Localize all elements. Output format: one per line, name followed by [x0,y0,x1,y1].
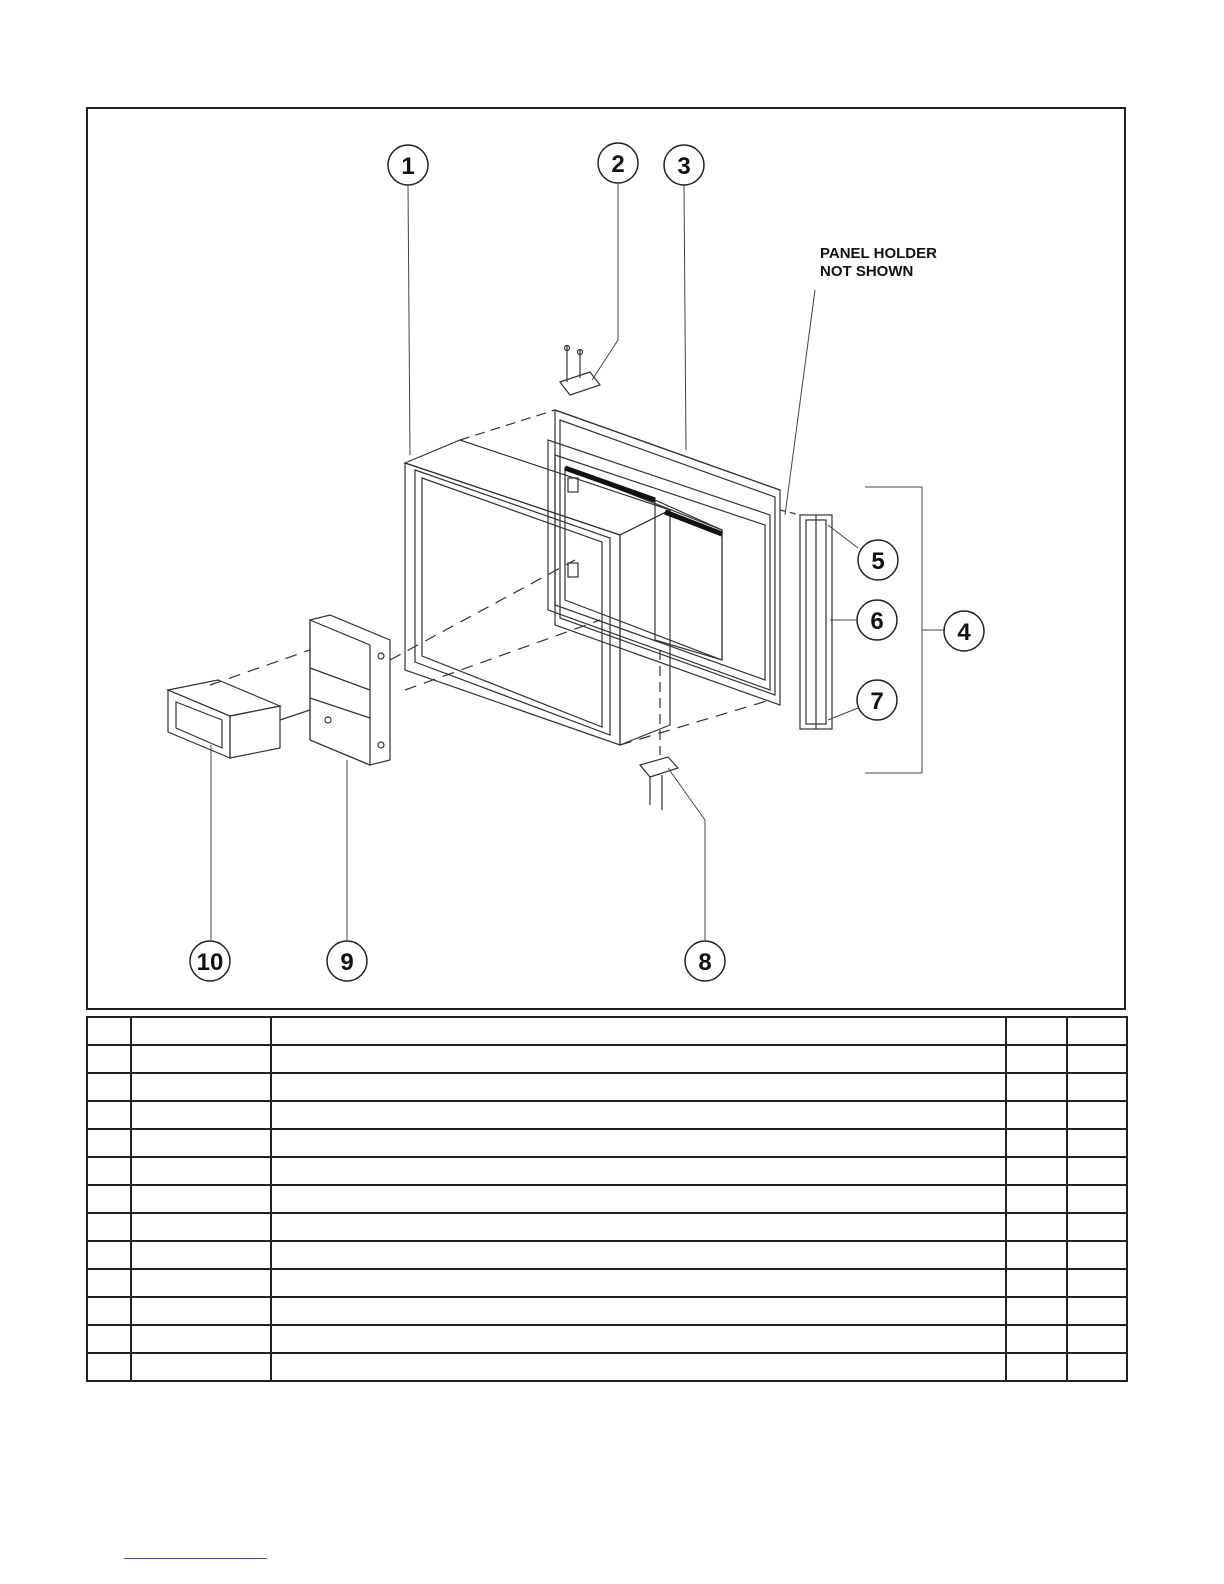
parts-list-table [86,1016,1128,1382]
callout-7-label: 7 [870,688,884,715]
table-row [87,1297,1127,1325]
table-cell [1006,1185,1067,1213]
table-cell [87,1325,131,1353]
panel-holder-assembly [780,510,832,729]
table-cell [1006,1157,1067,1185]
table-row [87,1045,1127,1073]
table-row [87,1101,1127,1129]
table-row [87,1325,1127,1353]
table-cell [87,1073,131,1101]
table-cell [1067,1045,1127,1073]
callout-10-label: 10 [196,949,224,976]
assembly-guide-lines [210,560,770,745]
callout-2-label: 2 [611,151,625,178]
table-cell [1006,1325,1067,1353]
table-cell [271,1325,1006,1353]
table-cell [87,1297,131,1325]
table-cell [1006,1017,1067,1045]
table-cell [131,1157,271,1185]
table-row [87,1017,1127,1045]
table-cell [131,1325,271,1353]
table-cell [1006,1241,1067,1269]
table-cell [1067,1269,1127,1297]
table-cell [131,1269,271,1297]
table-cell [1067,1129,1127,1157]
table-cell [131,1073,271,1101]
door-shelf-bin-part [168,680,310,758]
table-row [87,1073,1127,1101]
leader-lines [211,183,944,940]
table-row [87,1129,1127,1157]
table-cell [87,1269,131,1297]
table-cell [87,1157,131,1185]
table-cell [87,1017,131,1045]
door-frame-part [405,410,670,745]
table-cell [1006,1297,1067,1325]
table-cell [87,1213,131,1241]
table-cell [87,1241,131,1269]
callout-5-label: 5 [871,548,885,575]
callout-8-label: 8 [698,949,712,976]
table-row [87,1269,1127,1297]
table-cell [1067,1157,1127,1185]
table-cell [1006,1213,1067,1241]
table-row [87,1157,1127,1185]
table-cell [271,1185,1006,1213]
table-row [87,1353,1127,1381]
table-cell [271,1353,1006,1381]
table-cell [131,1213,271,1241]
table-cell [131,1017,271,1045]
gasket-strip-right [665,512,722,534]
table-cell [87,1045,131,1073]
table-cell [271,1157,1006,1185]
table-cell [131,1045,271,1073]
table-cell [271,1269,1006,1297]
table-cell [131,1101,271,1129]
table-cell [131,1185,271,1213]
callout-4-label: 4 [957,619,971,646]
table-cell [87,1185,131,1213]
table-cell [1067,1017,1127,1045]
note-line-1: PANEL HOLDER [820,245,937,262]
table-row [87,1241,1127,1269]
callout-6-label: 6 [870,608,884,635]
table-cell [1006,1101,1067,1129]
table-cell [1067,1101,1127,1129]
table-cell [271,1045,1006,1073]
table-cell [87,1129,131,1157]
table-cell [1067,1185,1127,1213]
table-cell [131,1241,271,1269]
door-liner-part [548,410,780,705]
callout-3-label: 3 [677,153,691,180]
table-cell [1067,1213,1127,1241]
table-cell [1006,1353,1067,1381]
table-cell [1067,1325,1127,1353]
table-cell [1067,1297,1127,1325]
parts-list-body [87,1017,1127,1381]
table-cell [1006,1073,1067,1101]
table-cell [1006,1269,1067,1297]
table-cell [131,1353,271,1381]
table-row [87,1213,1127,1241]
table-cell [1067,1073,1127,1101]
table-cell [1006,1129,1067,1157]
callout-1-label: 1 [401,153,415,180]
table-cell [131,1129,271,1157]
table-cell [87,1353,131,1381]
table-cell [1006,1045,1067,1073]
table-cell [131,1297,271,1325]
note-line-2: NOT SHOWN [820,263,914,280]
table-cell [271,1101,1006,1129]
shelf-bracket-part [310,615,390,765]
footer-link-underline[interactable] [124,1558,267,1559]
table-cell [271,1129,1006,1157]
callout-9-label: 9 [340,949,354,976]
table-cell [1067,1241,1127,1269]
table-cell [271,1297,1006,1325]
table-cell [271,1073,1006,1101]
table-cell [271,1213,1006,1241]
table-row [87,1185,1127,1213]
top-hinge-bracket [560,345,600,395]
table-cell [1067,1353,1127,1381]
table-cell [87,1101,131,1129]
table-cell [271,1017,1006,1045]
table-cell [271,1241,1006,1269]
